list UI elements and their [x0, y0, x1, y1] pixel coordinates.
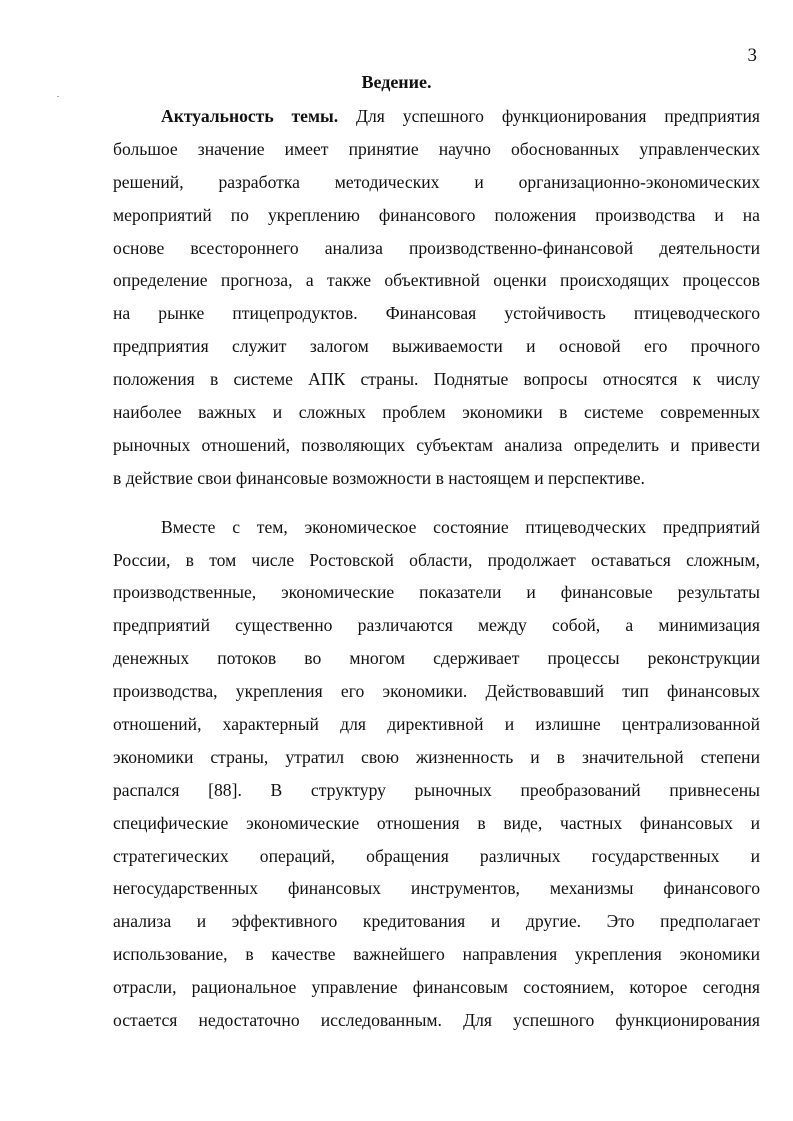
paragraph-line: положения в системе АПК страны. Поднятые вопросы относятся к числу	[113, 369, 760, 390]
paragraph-line: основе всестороннего анализа производственно-финансовой деятельности	[113, 237, 760, 258]
paragraph-line: анализа и эффективного кредитования и другие. Это предполагает	[113, 911, 760, 932]
paragraph-line: мероприятий по укреплению финансового положения производства и на	[113, 204, 760, 225]
paragraph-line: на рынке птицепродуктов. Финансовая устойчивость птицеводческого	[113, 303, 760, 324]
paragraph-line: определение прогноза, а также объективной оценки происходящих процессов	[113, 270, 760, 291]
paragraph-line: остается недостаточно исследованным. Для успешного функционирования	[113, 1010, 760, 1031]
paragraph-line: Вместе с тем, экономическое состояние птицеводческих предприятий	[161, 516, 760, 537]
page-number: 3	[747, 45, 757, 66]
paragraph-line: отношений, характерный для директивной и излишне централизованной	[113, 714, 760, 735]
paragraph-line: отрасли, рациональное управление финансовым состоянием, которое сегодня	[113, 977, 760, 998]
paragraph-line: предприятия служит залогом выживаемости и основой его прочного	[113, 336, 760, 357]
paragraph-line: использование, в качестве важнейшего направления укрепления экономики	[113, 944, 760, 965]
paragraph-line: специфические экономические отношения в виде, частных финансовых и	[113, 812, 760, 833]
paragraph-relevance	[113, 100, 760, 495]
paragraph-line: экономики страны, утратил свою жизненность и в значительной степени	[113, 746, 760, 767]
paragraph-line: рыночных отношений, позволяющих субъектам анализа определить и привести	[113, 434, 760, 455]
paragraph-line: Актуальность темы. Для успешного функционирования предприятия	[161, 106, 760, 126]
paragraph-line: денежных потоков во многом сдерживает процессы реконструкции	[113, 648, 760, 669]
paragraph-line: негосударственных финансовых инструментов, механизмы финансового	[113, 878, 760, 899]
paragraph-line: предприятий существенно различаются между собой, а минимизация	[113, 615, 760, 636]
paragraph-line: России, в том числе Ростовской области, продолжает оставаться сложным,	[113, 549, 760, 570]
paragraph-line: стратегических операций, обращения различных государственных и	[113, 845, 760, 866]
paragraph-lead: Актуальность темы.	[161, 106, 339, 126]
paragraph-line: производственные, экономические показатели и финансовые результаты	[113, 582, 760, 603]
paragraph-line: распался [88]. В структуру рыночных преобразований привнесены	[113, 779, 760, 800]
paragraph-line: наиболее важных и сложных проблем экономики в системе современных	[113, 402, 760, 423]
paragraph-line: в действие свои финансовые возможности в настоящем и перспективе.	[113, 467, 645, 488]
paragraph-line: большое значение имеет принятие научно обоснованных управленческих	[113, 138, 760, 159]
paragraph-line: производства, укрепления его экономики. Действовавший тип финансовых	[113, 681, 760, 702]
paragraph-line: решений, разработка методических и организационно-экономических	[113, 171, 760, 192]
section-heading: Ведение.	[361, 72, 432, 92]
document-body	[113, 100, 760, 1037]
scan-speck	[57, 96, 59, 97]
paragraph-current-state	[113, 511, 760, 1037]
